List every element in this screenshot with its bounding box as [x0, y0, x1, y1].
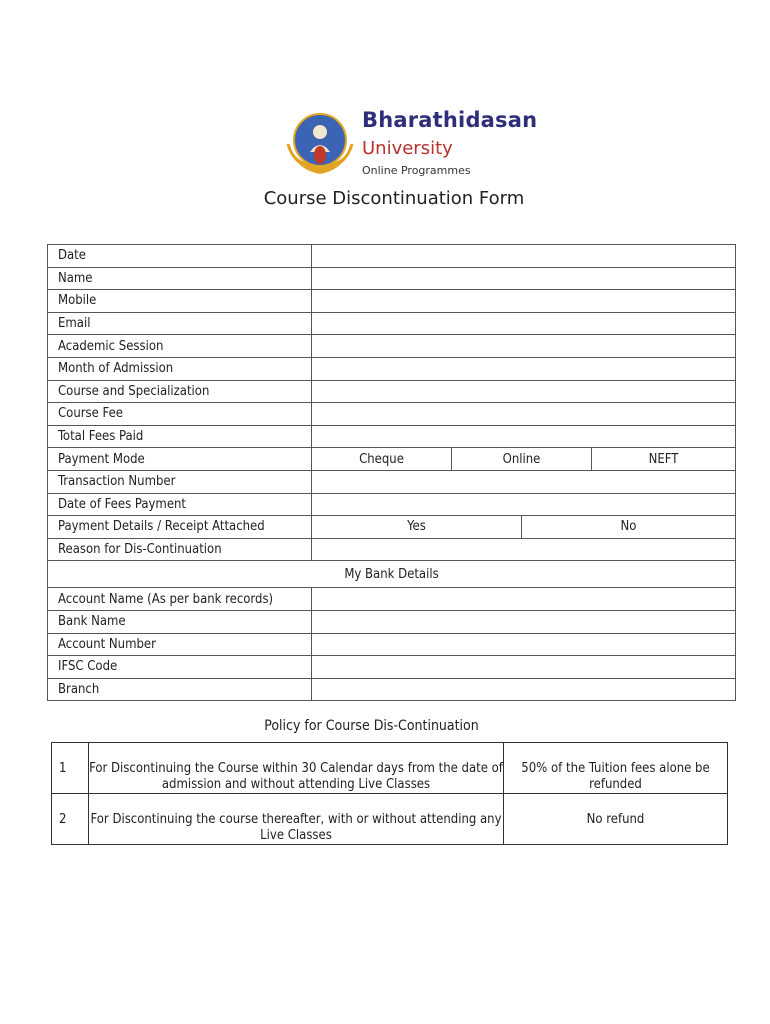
row-month-of-admission	[48, 357, 736, 380]
university-logo	[284, 106, 544, 184]
input-mobile[interactable]	[312, 290, 736, 313]
option-yes[interactable]: Yes	[312, 516, 522, 539]
input-email[interactable]	[312, 312, 736, 335]
option-online[interactable]: Online	[452, 448, 592, 471]
label-total-fees-paid: Total Fees Paid	[48, 425, 312, 448]
form-title: Course Discontinuation Form	[263, 188, 525, 209]
row-academic-session	[48, 335, 736, 358]
policy-title: Policy for Course Dis-Continuation	[264, 718, 479, 734]
row-branch	[48, 678, 736, 701]
input-reason[interactable]	[312, 538, 736, 561]
label-branch: Branch	[48, 678, 312, 701]
row-email	[48, 312, 736, 335]
row-account-name	[48, 588, 736, 611]
policy-result: No refund	[504, 794, 728, 845]
policy-row	[52, 794, 728, 845]
input-ifsc[interactable]	[312, 656, 736, 679]
bank-section-title: My Bank Details	[48, 561, 736, 588]
input-month-of-admission[interactable]	[312, 357, 736, 380]
label-bank-name: Bank Name	[48, 610, 312, 633]
label-reason: Reason for Dis-Continuation	[48, 538, 312, 561]
policy-row-number: 2	[52, 794, 89, 845]
policy-table	[51, 742, 728, 845]
input-course-fee[interactable]	[312, 403, 736, 426]
input-bank-name[interactable]	[312, 610, 736, 633]
university-word: University	[362, 138, 453, 159]
tagline: Online Programmes	[362, 164, 471, 177]
label-transaction-number: Transaction Number	[48, 470, 312, 493]
label-payment-mode: Payment Mode	[48, 448, 312, 471]
input-transaction-number[interactable]	[312, 470, 736, 493]
input-date-of-fees-payment[interactable]	[312, 493, 736, 516]
university-name: Bharathidasan	[362, 108, 538, 132]
label-email: Email	[48, 312, 312, 335]
row-date	[48, 245, 736, 268]
label-account-name: Account Name (As per bank records)	[48, 588, 312, 611]
row-account-number	[48, 633, 736, 656]
input-branch[interactable]	[312, 678, 736, 701]
input-academic-session[interactable]	[312, 335, 736, 358]
form-table	[47, 244, 736, 701]
label-month-of-admission: Month of Admission	[48, 357, 312, 380]
input-name[interactable]	[312, 267, 736, 290]
option-no[interactable]: No	[522, 516, 736, 539]
input-total-fees-paid[interactable]	[312, 425, 736, 448]
label-academic-session: Academic Session	[48, 335, 312, 358]
input-course-specialization[interactable]	[312, 380, 736, 403]
row-payment-mode	[48, 448, 736, 471]
label-date: Date	[48, 245, 312, 268]
label-payment-details: Payment Details / Receipt Attached	[48, 516, 312, 539]
row-reason	[48, 538, 736, 561]
label-mobile: Mobile	[48, 290, 312, 313]
option-neft[interactable]: NEFT	[592, 448, 736, 471]
label-course-fee: Course Fee	[48, 403, 312, 426]
option-cheque[interactable]: Cheque	[312, 448, 452, 471]
label-course-specialization: Course and Specialization	[48, 380, 312, 403]
policy-row	[52, 743, 728, 794]
label-name: Name	[48, 267, 312, 290]
row-date-of-fees-payment	[48, 493, 736, 516]
policy-row-number: 1	[52, 743, 89, 794]
label-ifsc: IFSC Code	[48, 656, 312, 679]
row-transaction-number	[48, 470, 736, 493]
label-date-of-fees-payment: Date of Fees Payment	[48, 493, 312, 516]
row-course-specialization	[48, 380, 736, 403]
input-account-name[interactable]	[312, 588, 736, 611]
policy-condition: For Discontinuing the Course within 30 Calendar days from the date of admission and without attending Live Classes	[89, 743, 504, 794]
input-date[interactable]	[312, 245, 736, 268]
policy-condition: For Discontinuing the course thereafter, with or without attending any Live Classes	[89, 794, 504, 845]
row-ifsc	[48, 656, 736, 679]
row-name	[48, 267, 736, 290]
university-emblem-icon	[284, 108, 356, 180]
row-payment-details	[48, 516, 736, 539]
label-account-number: Account Number	[48, 633, 312, 656]
row-course-fee	[48, 403, 736, 426]
row-total-fees-paid	[48, 425, 736, 448]
input-account-number[interactable]	[312, 633, 736, 656]
row-mobile	[48, 290, 736, 313]
row-bank-name	[48, 610, 736, 633]
policy-result: 50% of the Tuition fees alone be refunded	[504, 743, 728, 794]
row-bank-section	[48, 561, 736, 588]
